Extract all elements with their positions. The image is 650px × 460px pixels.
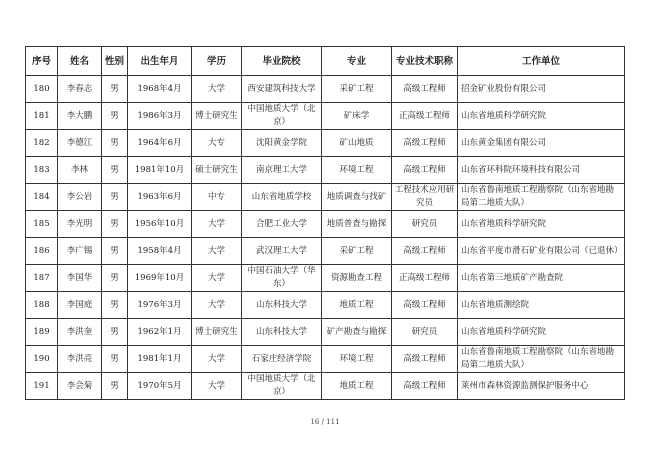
table-cell: 山东科技大学 — [242, 292, 322, 319]
table-cell: 181 — [26, 103, 58, 130]
table-cell: 高级工程师 — [392, 157, 458, 184]
table-row — [26, 319, 625, 346]
table-cell: 男 — [102, 211, 128, 238]
table-cell: 1981年1月 — [128, 346, 192, 373]
table-cell: 资源勘查工程 — [322, 265, 392, 292]
table-cell: 高级工程师 — [392, 292, 458, 319]
table-cell: 1976年3月 — [128, 292, 192, 319]
header-cell: 专业 — [322, 47, 392, 76]
personnel-table — [25, 46, 625, 400]
table-cell: 李洪亮 — [58, 346, 102, 373]
table-row — [26, 265, 625, 292]
table-cell: 采矿工程 — [322, 238, 392, 265]
table-cell: 大学 — [192, 346, 242, 373]
table-row — [26, 103, 625, 130]
header-cell: 工作单位 — [458, 47, 625, 76]
table-cell: 男 — [102, 184, 128, 211]
table-cell: 研究员 — [392, 319, 458, 346]
table-cell: 李德江 — [58, 130, 102, 157]
table-header-row — [26, 47, 625, 76]
header-cell: 性别 — [102, 47, 128, 76]
header-cell: 毕业院校 — [242, 47, 322, 76]
table-cell: 博士研究生 — [192, 103, 242, 130]
table-cell: 高级工程师 — [392, 373, 458, 400]
table-cell: 石家庄经济学院 — [242, 346, 322, 373]
header-cell: 序号 — [26, 47, 58, 76]
table-cell: 李春志 — [58, 76, 102, 103]
table-cell: 山东省地质科学研究院 — [458, 319, 625, 346]
table-cell: 武汉理工大学 — [242, 238, 322, 265]
table-cell: 山东省第三地质矿产勘查院 — [458, 265, 625, 292]
table-cell: 1969年10月 — [128, 265, 192, 292]
table-cell: 李国华 — [58, 265, 102, 292]
table-cell: 1964年6月 — [128, 130, 192, 157]
table-cell: 山东省鲁南地质工程勘察院（山东省地勘局第二地质大队） — [458, 346, 625, 373]
table-row — [26, 76, 625, 103]
table-cell: 地质工程 — [322, 292, 392, 319]
table-row — [26, 211, 625, 238]
table-cell: 山东省鲁南地质工程勘察院（山东省地勘局第二地质大队） — [458, 184, 625, 211]
table-cell: 李洪奎 — [58, 319, 102, 346]
table-cell: 研究员 — [392, 211, 458, 238]
table-cell: 高级工程师 — [392, 76, 458, 103]
table-cell: 男 — [102, 319, 128, 346]
table-cell: 硕士研究生 — [192, 157, 242, 184]
table-cell: 环境工程 — [322, 346, 392, 373]
table-cell: 191 — [26, 373, 58, 400]
table-cell: 正高级工程师 — [392, 103, 458, 130]
table-cell: 男 — [102, 103, 128, 130]
table-cell: 1970年5月 — [128, 373, 192, 400]
table-cell: 矿床学 — [322, 103, 392, 130]
table-cell: 矿山地质 — [322, 130, 392, 157]
table-cell: 大学 — [192, 292, 242, 319]
table-cell: 采矿工程 — [322, 76, 392, 103]
table-cell: 185 — [26, 211, 58, 238]
table-cell: 1986年3月 — [128, 103, 192, 130]
table-cell: 招金矿业股份有限公司 — [458, 76, 625, 103]
table-cell: 1962年1月 — [128, 319, 192, 346]
table-cell: 男 — [102, 265, 128, 292]
table-cell: 高级工程师 — [392, 238, 458, 265]
table-cell: 190 — [26, 346, 58, 373]
table-cell: 沈阳黄金学院 — [242, 130, 322, 157]
table-cell: 189 — [26, 319, 58, 346]
table-cell: 大专 — [192, 130, 242, 157]
table-cell: 李大鹏 — [58, 103, 102, 130]
table-cell: 1981年10月 — [128, 157, 192, 184]
table-cell: 西安建筑科技大学 — [242, 76, 322, 103]
table-cell: 地质普查与勘探 — [322, 211, 392, 238]
table-cell: 高级工程师 — [392, 346, 458, 373]
page-number: 16 / 111 — [310, 418, 340, 426]
table-cell: 山东科技大学 — [242, 319, 322, 346]
table-cell: 中专 — [192, 184, 242, 211]
table-cell: 博士研究生 — [192, 319, 242, 346]
table-cell: 180 — [26, 76, 58, 103]
header-cell: 姓名 — [58, 47, 102, 76]
table-cell: 1956年10月 — [128, 211, 192, 238]
table-cell: 合肥工业大学 — [242, 211, 322, 238]
table-cell: 李国庭 — [58, 292, 102, 319]
table-cell: 李光明 — [58, 211, 102, 238]
table-cell: 1968年4月 — [128, 76, 192, 103]
table-row — [26, 292, 625, 319]
table-cell: 南京理工大学 — [242, 157, 322, 184]
table-cell: 李广锡 — [58, 238, 102, 265]
table-cell: 男 — [102, 346, 128, 373]
table-cell: 1963年6月 — [128, 184, 192, 211]
header-cell: 学历 — [192, 47, 242, 76]
table-cell: 地质工程 — [322, 373, 392, 400]
table-cell: 李会菊 — [58, 373, 102, 400]
table-cell: 李公岩 — [58, 184, 102, 211]
table-cell: 187 — [26, 265, 58, 292]
table-row — [26, 157, 625, 184]
table-cell: 男 — [102, 373, 128, 400]
table-cell: 184 — [26, 184, 58, 211]
table-cell: 矿产勘查与勘探 — [322, 319, 392, 346]
table-cell: 男 — [102, 238, 128, 265]
table-cell: 182 — [26, 130, 58, 157]
table-cell: 188 — [26, 292, 58, 319]
table-cell: 地质调查与找矿 — [322, 184, 392, 211]
table-cell: 大学 — [192, 265, 242, 292]
table-cell: 大学 — [192, 211, 242, 238]
header-cell: 专业技术职称 — [392, 47, 458, 76]
table-cell: 男 — [102, 76, 128, 103]
table-cell: 183 — [26, 157, 58, 184]
table-row — [26, 184, 625, 211]
table-cell: 李林 — [58, 157, 102, 184]
table-cell: 大学 — [192, 76, 242, 103]
table-cell: 山东省平度市滑石矿业有限公司（已退休） — [458, 238, 625, 265]
table-cell: 186 — [26, 238, 58, 265]
table-cell: 男 — [102, 292, 128, 319]
table-cell: 男 — [102, 157, 128, 184]
header-cell: 出生年月 — [128, 47, 192, 76]
table-cell: 工程技术应用研究员 — [392, 184, 458, 211]
table-cell: 山东省地质科学研究院 — [458, 211, 625, 238]
table-row — [26, 346, 625, 373]
table-cell: 男 — [102, 130, 128, 157]
table-cell: 大学 — [192, 238, 242, 265]
table-cell: 山东省环科院环境科技有限公司 — [458, 157, 625, 184]
table-row — [26, 130, 625, 157]
table-cell: 中国地质大学（北京） — [242, 103, 322, 130]
table-cell: 1958年4月 — [128, 238, 192, 265]
table-cell: 中国石油大学（华东） — [242, 265, 322, 292]
table-cell: 大学 — [192, 373, 242, 400]
table-cell: 正高级工程师 — [392, 265, 458, 292]
table-row — [26, 238, 625, 265]
table-cell: 莱州市森林资源监测保护服务中心 — [458, 373, 625, 400]
table-cell: 高级工程师 — [392, 130, 458, 157]
table-cell: 环境工程 — [322, 157, 392, 184]
table-cell: 中国地质大学（北京） — [242, 373, 322, 400]
table-cell: 山东省地质测绘院 — [458, 292, 625, 319]
table-cell: 山东黄金集团有限公司 — [458, 130, 625, 157]
table-row — [26, 373, 625, 400]
table-cell: 山东省地质科学研究院 — [458, 103, 625, 130]
table-cell: 山东省地质学校 — [242, 184, 322, 211]
